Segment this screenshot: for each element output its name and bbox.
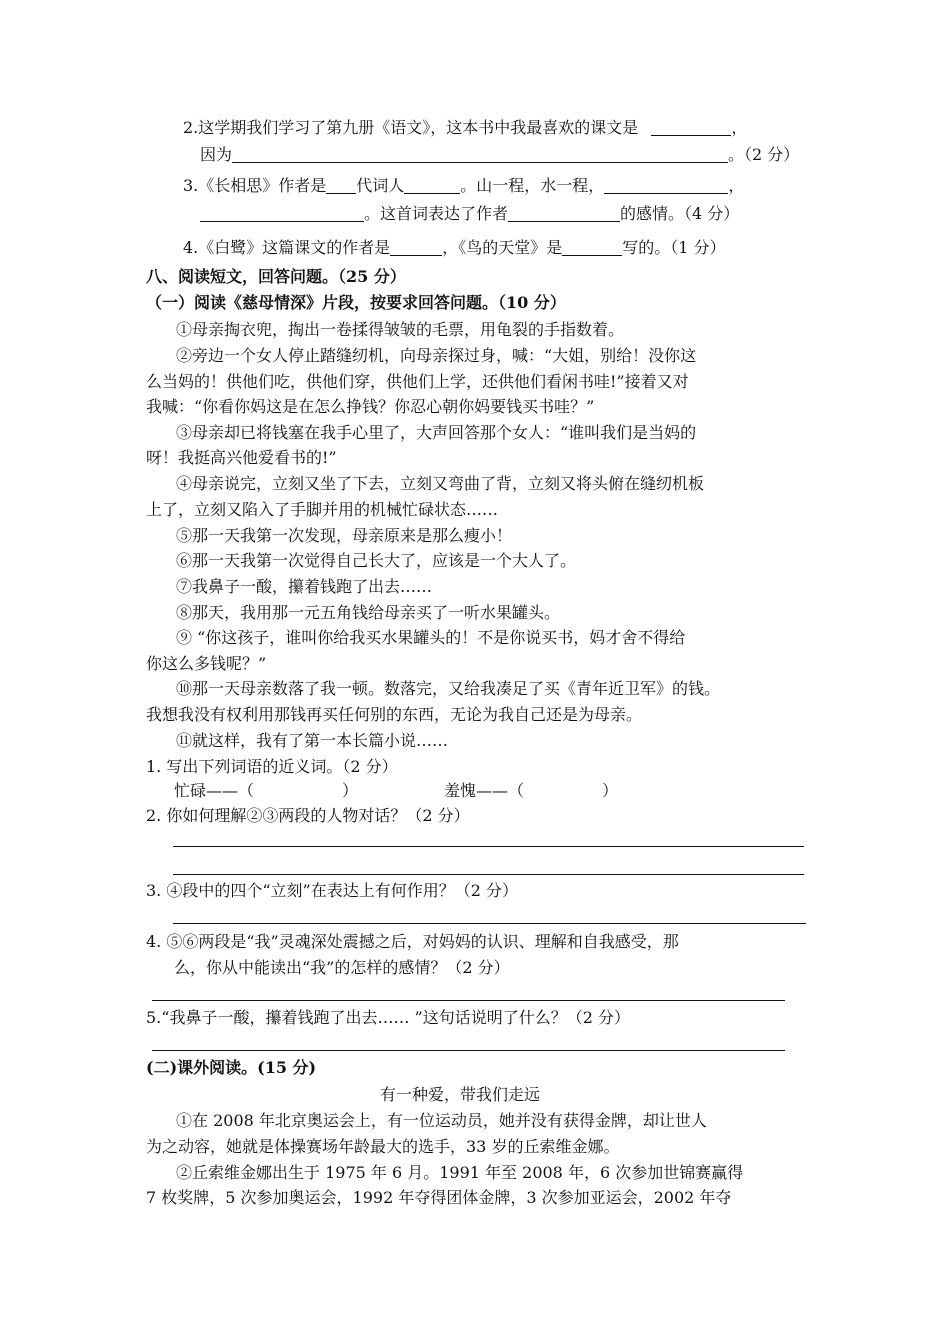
passage-p8: ⑧那天，我用那一元五角钱给母亲买了一听水果罐头。 (176, 603, 561, 622)
question-2: 2. 你如何理解②③两段的人物对话？（2 分） (146, 806, 470, 825)
question-1: 1. 写出下列词语的近义词。（2 分） (146, 757, 398, 776)
answer-line-q5[interactable] (152, 1050, 785, 1051)
passage-p10-line1: ⑩那一天母亲数落了我一顿。数落完，又给我凑足了买《青年近卫军》的钱。 (176, 679, 721, 698)
q7-3-score: 的感情。（4 分） (620, 204, 740, 223)
passage-p11: ⑪就这样，我有了第一本长篇小说…… (176, 731, 449, 750)
q7-3-blank-line1[interactable] (604, 177, 728, 194)
paren-close-1: ） (342, 781, 359, 800)
question-4-line2: 么，你从中能读出“我”的怎样的感情？（2 分） (174, 958, 510, 977)
passage-p9-line1: ⑨ “你这孩子，谁叫你给我买水果罐头的！不是你说买书，妈才舍不得给 (176, 628, 686, 647)
passage-p1: ①母亲掏衣兜，掏出一卷揉得皱皱的毛票，用龟裂的手指数着。 (176, 320, 625, 339)
q7-4-line (183, 238, 726, 258)
question-5: 5.“我鼻子一酸，攥着钱跑了出去…… ”这句话说明了什么？（2 分） (146, 1008, 630, 1027)
passage-p2-line2: 么当妈的！供他们吃，供他们穿，供他们上学，还供他们看闲书哇!”接着又对 (146, 372, 689, 391)
q7-4-text-a: 4.《白鹭》这篇课文的作者是 (183, 238, 391, 257)
article-p1-line2: 为之动容，她就是体操赛场年龄最大的选手，33 岁的丘索维金娜。 (146, 1137, 620, 1156)
article-p2-line2: 7 枚奖牌，5 次参加奥运会，1992 年夺得团体金牌，3 次参加亚运会，2002 年夺 (146, 1188, 732, 1207)
passage-p9-line2: 你这么多钱呢？” (146, 654, 267, 673)
q7-3-text-c: 。山一程，水一程， (460, 176, 605, 195)
passage-p4-line1: ④母亲说完，立刻又坐了下去，立刻又弯曲了背，立刻又将头俯在缝纫机板 (176, 474, 705, 493)
q7-3-blank-dynasty[interactable] (326, 177, 356, 194)
word-busy: 忙碌——（ (174, 781, 255, 800)
q7-3-blank-poet[interactable] (404, 177, 460, 194)
word-ashamed: 羞愧——（ (444, 781, 525, 800)
passage-p10-line2: 我想我没有权利用那钱再买任何别的东西，无论为我自己还是为母亲。 (146, 705, 643, 724)
q7-3-blank-feeling[interactable] (508, 205, 620, 222)
answer-line-q4[interactable] (152, 1000, 785, 1001)
article-p1-line1: ①在 2008 年北京奥运会上，有一位运动员，她并没有获得金牌，却让世人 (176, 1111, 707, 1130)
article-title: 有一种爱，带我们走远 (380, 1085, 541, 1104)
q7-4-blank-author1[interactable] (390, 239, 442, 256)
part1-heading: （一）阅读《慈母情深》片段，按要求回答问题。（10 分） (146, 293, 566, 312)
q7-2-comma: ， (731, 118, 748, 137)
q7-4-blank-author2[interactable] (562, 239, 622, 256)
q7-3-blank-line2[interactable] (200, 205, 364, 222)
q7-3-line1 (183, 176, 744, 196)
q7-2-text: 2.这学期我们学习了第九册《语文》，这本书中我最喜欢的课文是 (183, 118, 639, 137)
section8-heading: 八、阅读短文，回答问题。（25 分） (146, 267, 406, 286)
passage-p6: ⑥那一天我第一次觉得自己长大了，应该是一个大人了。 (176, 551, 577, 570)
article-p2-line1: ②丘索维金娜出生于 1975 年 6 月。1991 年至 2008 年，6 次参加世锦赛赢得 (176, 1163, 744, 1182)
passage-p5: ⑤那一天我第一次发现，母亲原来是那么瘦小！ (176, 526, 513, 545)
q7-4-text-b: ，《鸟的天堂》是 (442, 238, 563, 257)
question-1-words (174, 781, 618, 801)
q7-3-comma: ， (728, 176, 745, 195)
q7-2-line1 (183, 118, 747, 138)
question-3: 3. ④段中的四个“立刻”在表达上有何作用？（2 分） (146, 881, 518, 900)
q7-2-score: 。（2 分） (728, 145, 800, 164)
passage-p2-line3: 我喊：“你看你妈这是在怎么挣钱？你忍心朝你妈要钱买书哇？” (146, 397, 595, 416)
q7-4-score: 写的。（1 分） (622, 238, 726, 257)
paren-close-2: ） (602, 781, 619, 800)
q7-2-blank-favorite[interactable] (651, 119, 731, 136)
answer-line-q2-1[interactable] (173, 846, 804, 847)
q7-3-text-a: 3.《长相思》作者是 (183, 176, 327, 195)
q7-2-line2 (200, 145, 799, 165)
q7-3-text-e: 。这首词表达了作者 (364, 204, 509, 223)
passage-p3-line1: ③母亲却已将钱塞在我手心里了，大声回答那个女人：“谁叫我们是当妈的 (176, 423, 697, 442)
answer-line-q2-2[interactable] (173, 874, 804, 875)
passage-p3-line2: 呀！我挺高兴他爱看书的!” (146, 448, 337, 467)
answer-line-q3[interactable] (173, 923, 806, 924)
part2-heading: (二)课外阅读。(15 分) (146, 1058, 317, 1077)
passage-p7: ⑦我鼻子一酸，攥着钱跑了出去…… (176, 577, 433, 596)
passage-p4-line2: 上了，立刻又陷入了手脚并用的机械忙碌状态…… (146, 500, 499, 519)
question-4-line1: 4. ⑤⑥两段是“我”灵魂深处震撼之后，对妈妈的认识、理解和自我感受，那 (146, 932, 679, 951)
q7-2-because: 因为 (200, 145, 233, 164)
q7-3-text-b: 代词人 (356, 176, 405, 195)
passage-p2-line1: ②旁边一个女人停止踏缝纫机，向母亲探过身，喊：“大姐，别给！没你这 (176, 346, 697, 365)
q7-2-blank-reason[interactable] (232, 146, 728, 163)
q7-3-line2 (200, 204, 739, 224)
